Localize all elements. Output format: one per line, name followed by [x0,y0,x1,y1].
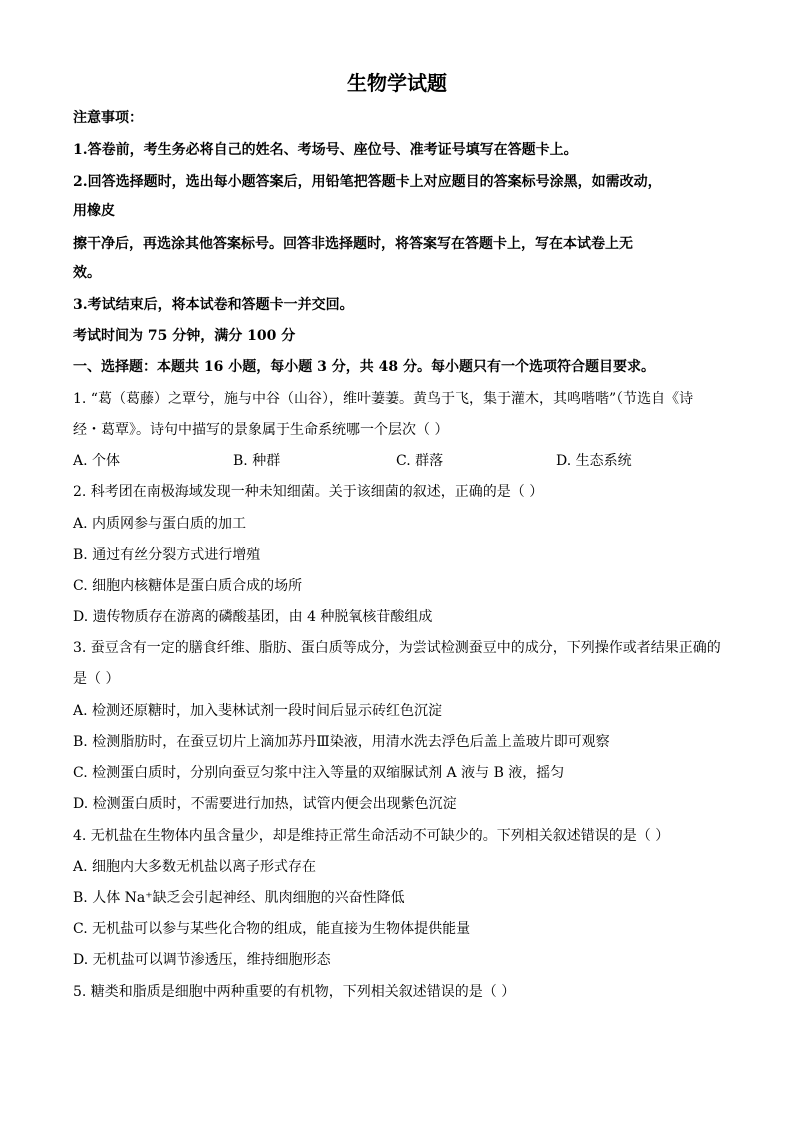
q1-stem-line-2: 经・葛覃》。诗句中描写的景象属于生命系统哪一个层次（ ） [73,422,449,438]
notice-item-2-line-1: 2.回答选择题时，选出每小题答案后，用铅笔把答题卡上对应题目的答案标号涂黑，如需改动， [73,174,662,190]
q3-option-a: A. 检测还原糖时，加入斐林试剂一段时间后显示砖红色沉淀 [73,703,443,719]
q1-option-c: C. 群落 [396,453,444,469]
notice-item-2-line-2: 用橡皮 [73,203,115,219]
page-title: 生物学试题 [347,71,447,95]
q1-option-d: D. 生态系统 [556,453,632,469]
exam-time: 考试时间为 75 分钟，满分 100 分 [73,328,296,344]
notice-item-2-line-3: 擦干净后，再选涂其他答案标号。回答非选择题时，将答案写在答题卡上，写在本试卷上无 [73,236,633,252]
notice-item-1: 1.答卷前，考生务必将自己的姓名、考场号、座位号、准考证号填写在答题卡上。 [73,142,578,158]
q2-option-d: D. 遗传物质存在游离的磷酸基团，由 4 种脱氧核苷酸组成 [73,609,433,625]
q3-stem-line-1: 3. 蚕豆含有一定的膳食纤维、脂肪、蛋白质等成分，为尝试检测蚕豆中的成分，下列操作或者结果正确的 [73,640,721,656]
section-heading: 一、选择题：本题共 16 小题，每小题 3 分，共 48 分。每小题只有一个选项符合题目要求。 [73,359,655,375]
notice-item-3: 3.考试结束后，将本试卷和答题卡一并交回。 [73,297,354,313]
q4-option-a: A. 细胞内大多数无机盐以离子形式存在 [73,859,317,875]
q3-stem-line-2: 是（ ） [73,671,120,687]
q2-stem: 2. 科考团在南极海域发现一种未知细菌。关于该细菌的叙述，正确的是（ ） [73,484,544,500]
notice-item-2-line-4: 效。 [73,265,101,281]
q2-option-c: C. 细胞内核糖体是蛋白质合成的场所 [73,578,303,594]
q2-option-b: B. 通过有丝分裂方式进行增殖 [73,547,261,563]
q3-option-c: C. 检测蛋白质时，分别向蚕豆匀浆中注入等量的双缩脲试剂 A 液与 B 液，摇匀 [73,765,565,781]
q4-stem: 4. 无机盐在生物体内虽含量少，却是维持正常生命活动不可缺少的。下列相关叙述错误的是（ ） [73,828,670,844]
q3-option-d: D. 检测蛋白质时，不需要进行加热，试管内便会出现紫色沉淀 [73,796,457,812]
q1-stem-line-1: 1. “葛（葛藤）之覃兮，施与中谷（山谷），维叶萋萋。黄鸟于飞，集于灌木，其鸣喈喈”（节选自《诗 [73,391,694,407]
q3-option-b: B. 检测脂肪时，在蚕豆切片上滴加苏丹Ⅲ染液，用清水洗去浮色后盖上盖玻片即可观察 [73,734,610,750]
q4-option-c: C. 无机盐可以参与某些化合物的组成，能直接为生物体提供能量 [73,921,471,937]
q4-option-b: B. 人体 Na⁺缺乏会引起神经、肌肉细胞的兴奋性降低 [73,890,405,906]
q2-option-a: A. 内质网参与蛋白质的加工 [73,516,247,532]
notice-heading: 注意事项： [73,110,143,126]
q4-option-d: D. 无机盐可以调节渗透压，维持细胞形态 [73,952,331,968]
q1-option-b: B. 种群 [233,453,281,469]
q5-stem: 5. 糖类和脂质是细胞中两种重要的有机物，下列相关叙述错误的是（ ） [73,984,516,1000]
q1-option-a: A. 个体 [73,453,121,469]
